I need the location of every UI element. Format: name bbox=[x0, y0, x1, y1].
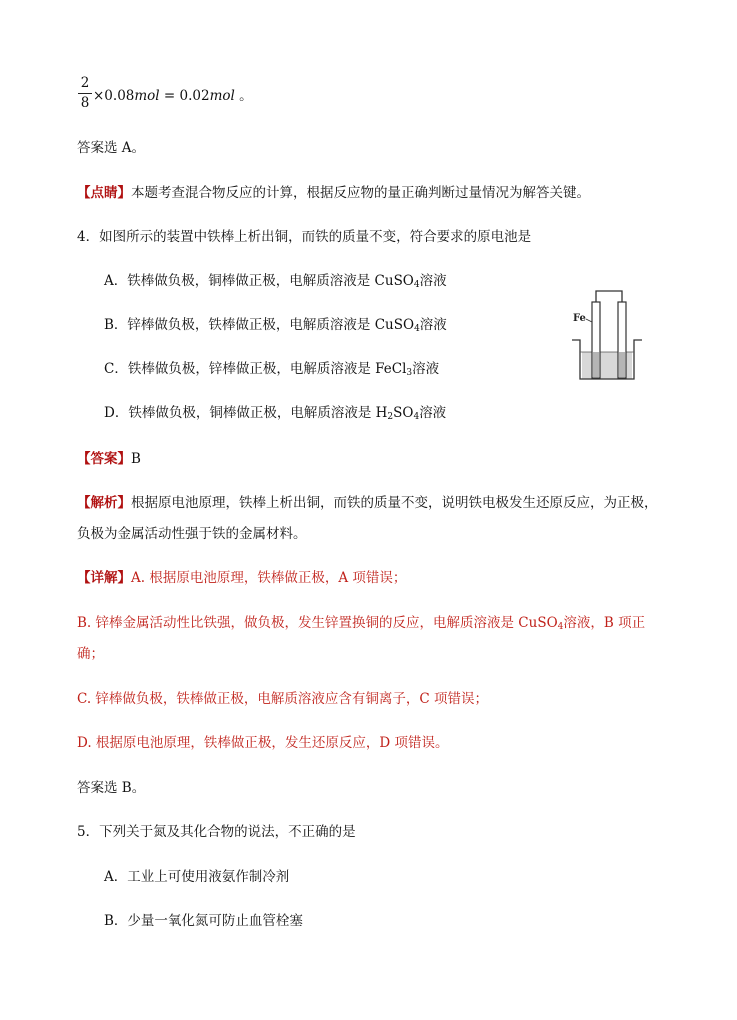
q5-option-b: B．少量一氧化氮可防止血管栓塞 bbox=[104, 913, 303, 929]
option-subscript: 2 bbox=[387, 412, 394, 422]
detail-b bbox=[77, 613, 645, 633]
formula-expression bbox=[93, 86, 253, 106]
formula-times: ×0.08 bbox=[93, 88, 135, 104]
q4-option-b bbox=[104, 315, 447, 335]
q4-option-d bbox=[104, 403, 446, 423]
detail-b-text: 溶液，B 项正 bbox=[563, 615, 646, 631]
question-4-stem: 4．如图所示的装置中铁棒上析出铜，而铁的质量不变，符合要求的原电池是 bbox=[77, 229, 532, 245]
option-subscript: 4 bbox=[414, 324, 420, 334]
question-5-stem: 5．下列关于氮及其化合物的说法，不正确的是 bbox=[77, 824, 356, 840]
fraction-numerator: 2 bbox=[80, 75, 90, 91]
review-note bbox=[77, 183, 590, 203]
detail-b-subscript: 4 bbox=[557, 622, 564, 632]
detail-a-text: A. 根据原电池原理，铁棒做正极，A 项错误； bbox=[131, 570, 407, 586]
formula-equals: = 0.02 bbox=[159, 88, 210, 104]
review-tag: 【点睛】 bbox=[77, 185, 131, 201]
option-text: A．铁棒做负极，铜棒做正极，电解质溶液是 CuSO bbox=[104, 273, 414, 289]
option-text: 溶液 bbox=[419, 317, 447, 333]
detail-b-line-2: 确； bbox=[77, 646, 104, 662]
option-subscript: 4 bbox=[413, 280, 420, 290]
q4-option-c bbox=[104, 359, 439, 379]
option-text: D．铁棒做负极，铜棒做正极，电解质溶液是 H bbox=[104, 405, 388, 421]
option-text: 溶液 bbox=[412, 361, 440, 377]
formula-unit: mol bbox=[209, 88, 235, 104]
formula-unit: mol bbox=[134, 88, 160, 104]
iron-electrode-immersed bbox=[593, 352, 599, 377]
option-text: B．锌棒做负极，铁棒做正极，电解质溶液是 CuSO bbox=[104, 317, 415, 333]
q4-option-a bbox=[104, 271, 447, 291]
option-text: SO bbox=[393, 405, 414, 421]
review-text: 本题考查混合物反应的计算，根据反应物的量正确判断过量情况为解答关键。 bbox=[131, 185, 590, 201]
analysis-line-1 bbox=[77, 493, 658, 513]
analysis-tag: 【解析】 bbox=[77, 495, 131, 511]
answer-value: B bbox=[131, 451, 141, 467]
option-text: 溶液 bbox=[419, 405, 447, 421]
answer-line bbox=[77, 449, 141, 469]
answer-tag: 【答案】 bbox=[77, 451, 131, 467]
analysis-line-2: 负极为金属活动性强于铁的金属材料。 bbox=[77, 526, 307, 542]
fraction-denominator: 8 bbox=[80, 95, 90, 111]
detail-d: D. 根据原电池原理，铁棒做正极，发生还原反应，D 项错误。 bbox=[77, 735, 449, 751]
analysis-text: 根据原电池原理，铁棒上析出铜，而铁的质量不变，说明铁电极发生还原反应，为正极， bbox=[131, 495, 658, 511]
detail-b-text: B. 锌棒金属活动性比铁强，做负极，发生锌置换铜的反应，电解质溶液是 CuSO bbox=[77, 615, 558, 631]
detail-c: C. 锌棒做负极，铁棒做正极，电解质溶液应含有铜离子，C 项错误； bbox=[77, 691, 489, 707]
option-subscript: 3 bbox=[406, 368, 413, 378]
wire bbox=[596, 291, 622, 302]
other-electrode-immersed bbox=[619, 352, 625, 377]
q5-option-a: A．工业上可使用液氨作制冷剂 bbox=[104, 869, 290, 885]
label-pointer bbox=[586, 319, 592, 322]
option-text: C．铁棒做负极，锌棒做正极，电解质溶液是 FeCl bbox=[104, 361, 407, 377]
option-text: 溶液 bbox=[419, 273, 447, 289]
detail-tag: 【详解】 bbox=[77, 570, 131, 586]
detail-a bbox=[77, 568, 406, 588]
galvanic-cell-figure bbox=[568, 286, 648, 390]
fraction bbox=[77, 74, 93, 112]
option-subscript: 4 bbox=[413, 412, 420, 422]
final-answer: 答案选 B。 bbox=[77, 780, 146, 796]
previous-answer: 答案选 A。 bbox=[77, 140, 146, 156]
formula-end: 。 bbox=[234, 88, 253, 104]
fe-label: Fe bbox=[573, 313, 586, 324]
